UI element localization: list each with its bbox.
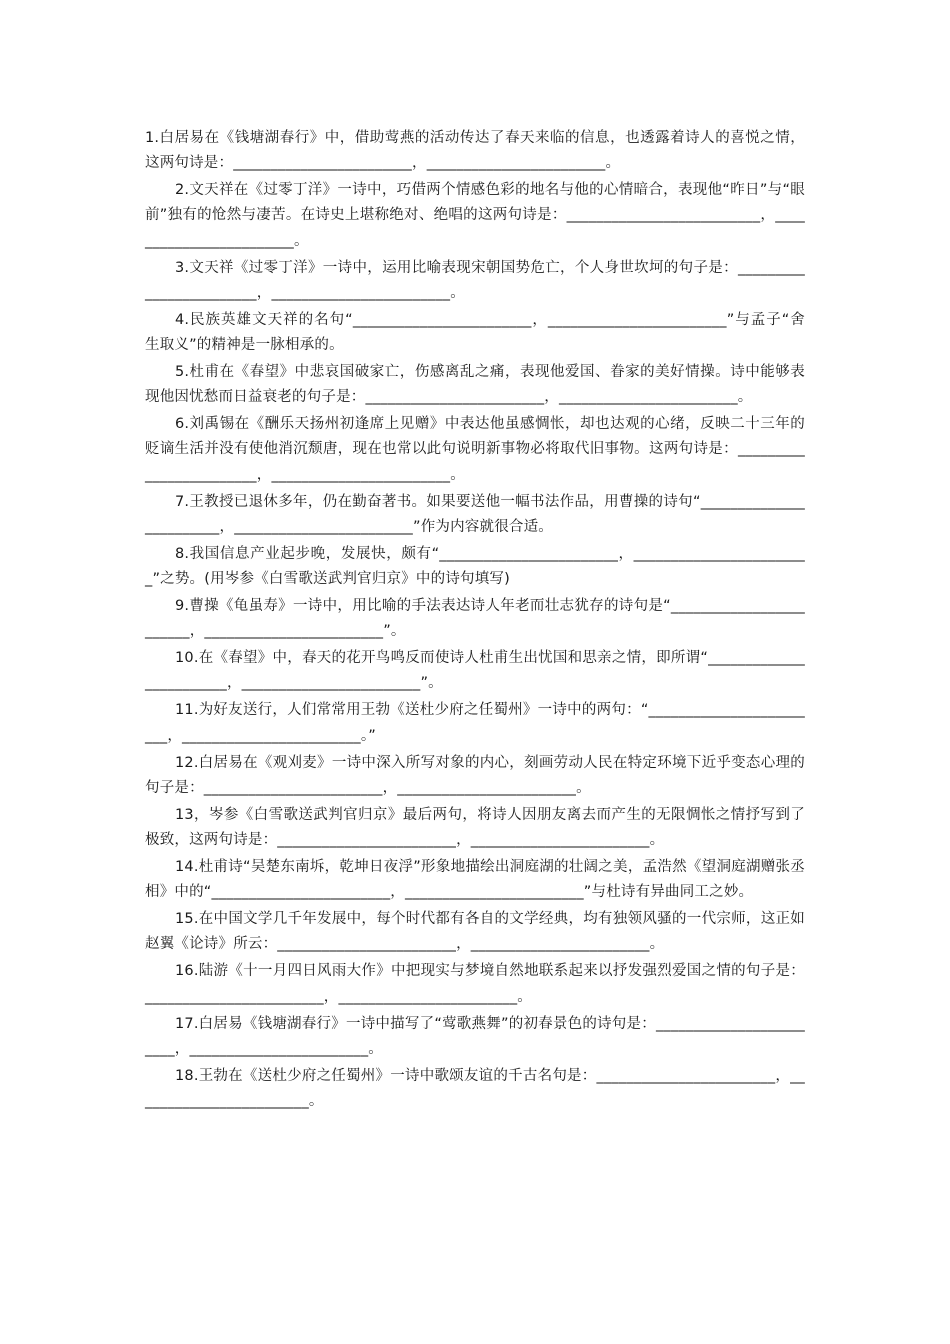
question-item: 17.白居易《钱塘湖春行》一诗中描写了“莺歌燕舞”的初春景色的诗句是：________________________，________________________。 [145,1015,805,1057]
question-item: 15.在中国文学几千年发展中，每个时代都有各自的文学经典，均有独领风骚的一代宗师，这正如赵翼《论诗》所云：________________________，________________________。 [145,911,805,953]
question-item: 8.我国信息产业起步晚，发展快，颇有“________________________，________________________”之势。(用岑参《白雪歌送武判官归京》中的诗句填写) [145,545,805,588]
question-item: 11.为好友送行，人们常常用王勃《送杜少府之任蜀州》一诗中的两句：“________________________，________________________。” [145,702,805,744]
question-item: 3.文天祥《过零丁洋》一诗中，运用比喻表现宋朝国势危亡，个人身世坎坷的句子是：________________________，________________________。 [145,259,805,301]
question-item: 16.陆游《十一月四日风雨大作》中把现实与梦境自然地联系起来以抒发强烈爱国之情的句子是：________________________，________________________。 [145,963,805,1005]
question-item: 4.民族英雄文天祥的名句“________________________，________________________”与孟子“舍生取义”的精神是一脉相承的。 [145,311,805,354]
question-item: 7.王教授已退休多年，仍在勤奋著书。如果要送他一幅书法作品，用曹操的诗句“________________________，________________________”作为内容就很合适。 [145,493,805,535]
question-item: 5.杜甫在《春望》中悲哀国破家亡，伤感离乱之痛，表现他爱国、眷家的美好情操。诗中能够表现他因忧愁而日益衰老的句子是：________________________，________________________。 [145,364,805,406]
question-item: 1.白居易在《钱塘湖春行》中，借助莺燕的活动传达了春天来临的信息，也透露着诗人的喜悦之情，这两句诗是：________________________，________________________。 [145,130,805,172]
question-item: 10.在《春望》中，春天的花开鸟鸣反而使诗人杜甫生出忧国和思亲之情，即所谓“________________________，________________________”。 [145,650,805,692]
question-item: 2.文天祥在《过零丁洋》一诗中，巧借两个情感色彩的地名与他的心情暗合，表现他“昨日”与“眼前”独有的怆然与凄苦。在诗史上堪称绝对、绝唱的这两句诗是：__________________________，________________________。 [145,182,805,249]
question-item: 18.王勃在《送杜少府之任蜀州》一诗中歌颂友谊的千古名句是：________________________，________________________。 [145,1067,805,1110]
question-list [145,126,805,1116]
question-item: 14.杜甫诗“吴楚东南坼，乾坤日夜浮”形象地描绘出洞庭湖的壮阔之美，孟浩然《望洞庭湖赠张丞相》中的“________________________，________________________”与杜诗有异曲同工之妙。 [145,859,805,901]
question-item: 13，岑参《白雪歌送武判官归京》最后两句，将诗人因朋友离去而产生的无限惆怅之情抒写到了极致，这两句诗是：________________________，________________________。 [145,806,805,849]
question-item: 12.白居易在《观刈麦》一诗中深入所写对象的内心，刻画劳动人民在特定环境下近乎变态心理的句子是：________________________，________________________。 [145,754,805,796]
question-item: 6.刘禹锡在《酬乐天扬州初逢席上见赠》中表达他虽感惆怅，却也达观的心绪，反映二十三年的贬谪生活并没有使他消沉颓唐，现在也常以此句说明新事物必将取代旧事物。这两句诗是：________________________，________________________。 [145,416,805,483]
question-item: 9.曹操《龟虽寿》一诗中，用比喻的手法表达诗人年老而壮志犹存的诗句是“________________________，________________________”。 [145,598,805,640]
